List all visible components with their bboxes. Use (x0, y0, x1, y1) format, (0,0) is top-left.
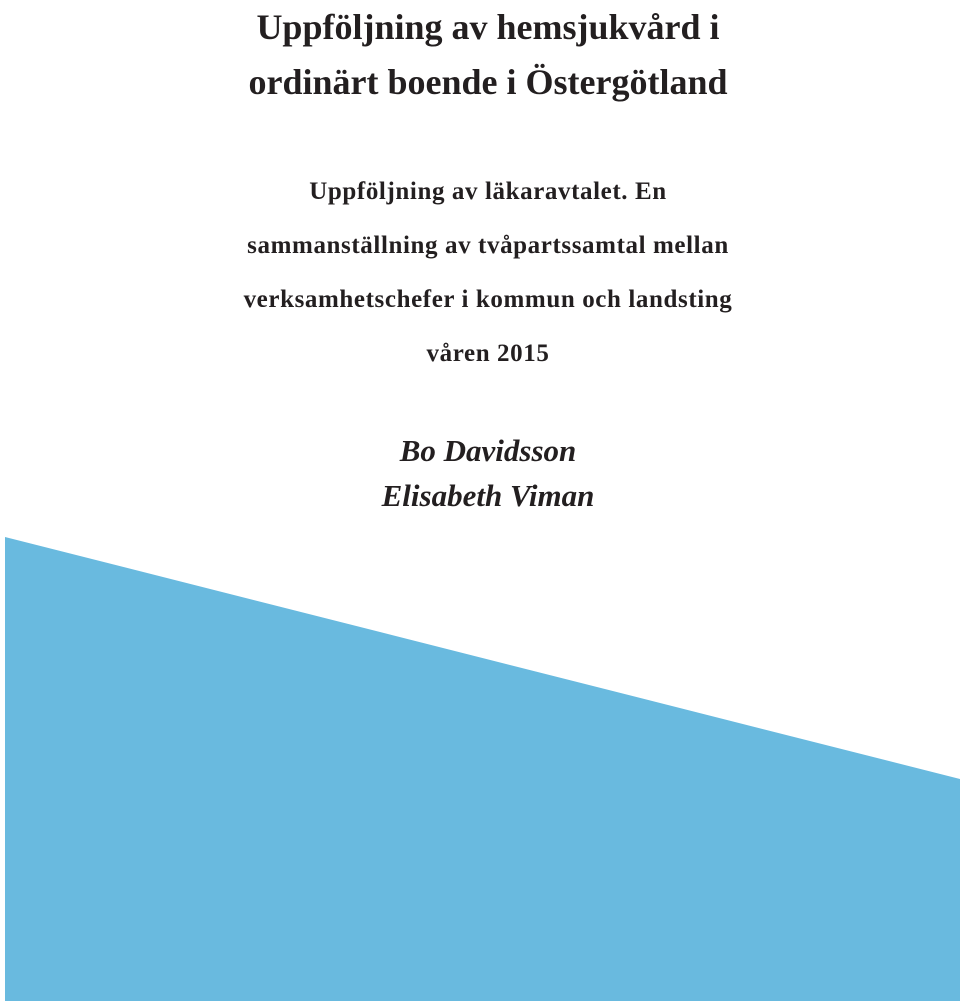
author-name: Bo Davidsson (399, 433, 577, 468)
subtitle-line: sammanställning av tvåpartssamtal mellan (247, 232, 729, 259)
title-line: ordinärt boende i Östergötland (248, 62, 728, 102)
subtitle-line: verksamhetschefer i kommun och landsting (243, 286, 733, 313)
subtitle-line: våren 2015 (426, 340, 550, 367)
author-name: Elisabeth Viman (381, 478, 595, 513)
wedge-shape (5, 537, 960, 1001)
title-line: Uppföljning av hemsjukvård i (256, 7, 720, 47)
subtitle-line: Uppföljning av läkaravtalet. En (309, 178, 667, 205)
